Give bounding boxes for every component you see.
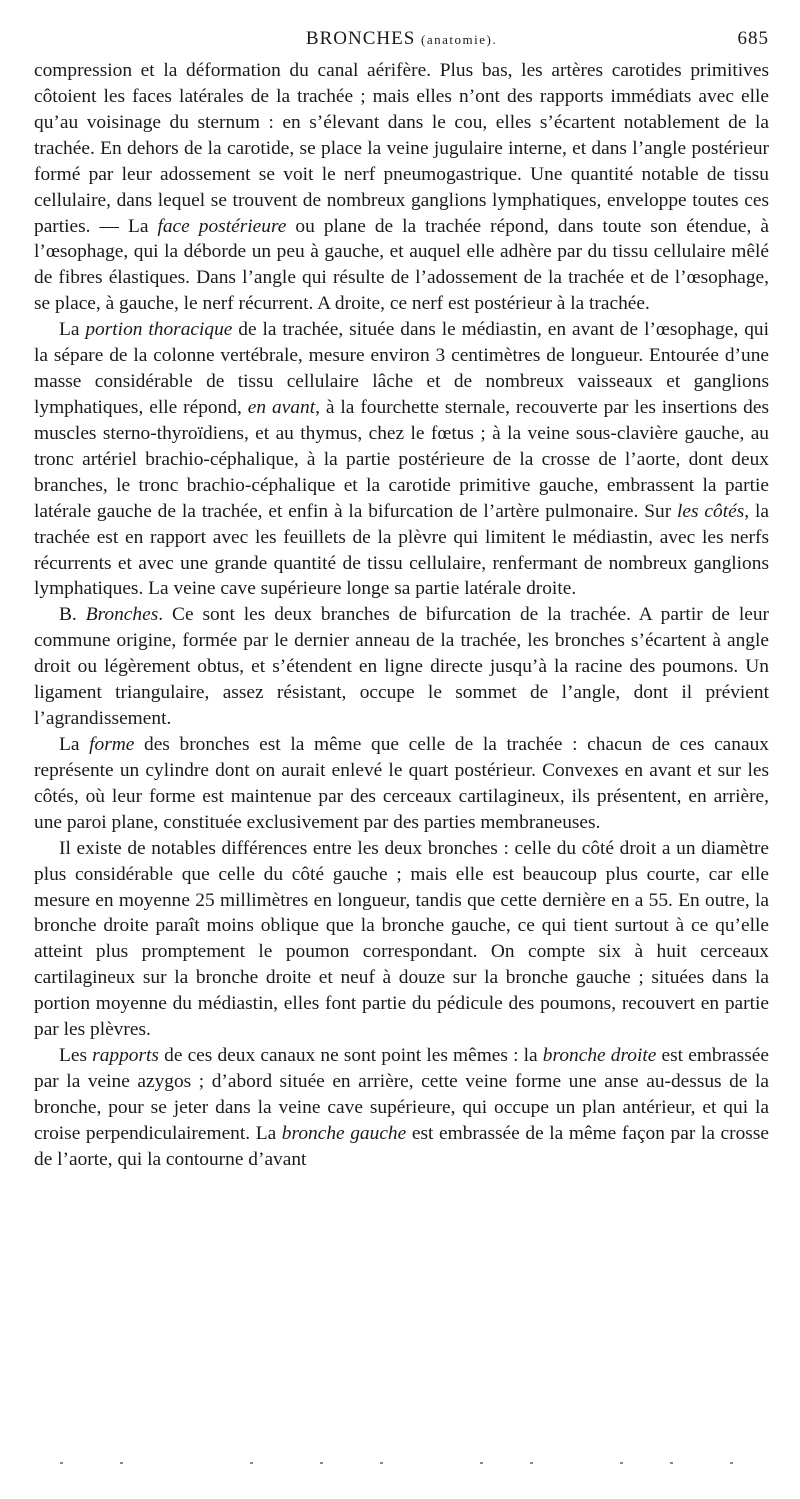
body-text — [34, 58, 769, 1173]
running-header — [34, 28, 769, 58]
dot-mark — [530, 1462, 533, 1464]
italic-text: bronche gauche — [281, 1122, 407, 1144]
paragraph — [34, 317, 769, 602]
text-run: Les — [59, 1045, 93, 1067]
dot-mark — [60, 1462, 63, 1464]
text-run: B. — [59, 604, 86, 626]
italic-text: en avant — [247, 396, 316, 418]
text-run: , la trachée est en rapport avec les feuillets de la plèvre qui limitent le médiastin, avec les nerfs récurrents et avec une grande quantité de tissu cellulaire, renfermant de nombreux ganglions lymphatiques. La veine cave supérieure longe sa partie latérale droite. — [34, 500, 769, 600]
text-run: , à la fourchette sternale, recouverte par les insertions des muscles sterno-thyroïdiens, et au thymus, chez le fœtus ; à la veine sous-clavière gauche, au tronc artériel brachio-céphalique, à la partie postérieure de la crosse de l’aorte, dont deux branches, le tronc brachio-céphalique et la carotide primitive gauche, embrassent la partie latérale gauche de la trachée, et enfin à la bifurcation de l’artère pulmonaire. Sur — [34, 396, 769, 522]
paragraph — [34, 836, 769, 1043]
text-run: La — [59, 733, 90, 755]
running-title — [34, 28, 769, 50]
text-run: . Ce sont les deux branches de bifurcation de la trachée. A partir de leur commune origine, formée par le dernier anneau de la trachée, les bronches s’écartent à angle droit ou légèrement obtus, et s’étendent en ligne directe jusqu’à la racine des poumons. Un ligament triangulaire, assez résistant, occupe le sommet de l’angle, dont il prévient l’agrandissement. — [34, 604, 769, 730]
dot-mark — [250, 1462, 253, 1464]
text-run: des bronches est la même que celle de la trachée : chacun de ces canaux représente un cylindre dont on aurait enlevé le quart postérieur. Convexes en avant et sur les côtés, où leur forme est maintenue par des cerceaux cartilagineux, ils présentent, en arrière, une paroi plane, constituée exclusivement par des parties membraneuses. — [34, 733, 769, 833]
paragraph — [34, 1043, 769, 1173]
dot-mark — [380, 1462, 383, 1464]
dot-mark — [120, 1462, 123, 1464]
text-run: de la trachée, située dans le médiastin, en avant de l’œsophage, qui la sépare de la colonne vertébrale, mesure environ 3 centimètres de longueur. Entourée d’une masse considérable de tissu cellulaire lâche et de nombreux vaisseaux et ganglions lymphatiques, elle répond, — [34, 319, 769, 418]
italic-text: forme — [89, 733, 135, 755]
text-run: compression et la déformation du canal aérifère. Plus bas, les artères carotides primitives côtoient les faces latérales de la trachée ; mais elles n’ont des rapports immédiats avec elle qu’au voisinage du sternum : en s’élevant dans le cou, elles s’écartent notablement de la trachée. En dehors de la carotide, se place la veine jugulaire interne, et dans l’angle postérieur formé par leur adossement se voit le nerf pneumogastrique. Une quantité notable de tissu cellulaire, dans lequel se trouvent de nombreux ganglions lymphatiques, enveloppe toutes ces parties. — La — [34, 60, 769, 237]
dot-mark — [620, 1462, 623, 1464]
paragraph — [34, 58, 769, 317]
dot-mark — [480, 1462, 483, 1464]
page-number: 685 — [737, 28, 769, 49]
dot-mark — [730, 1462, 733, 1464]
text-run: Il existe de notables différences entre les deux bronches : celle du côté droit a un diamètre plus considérable que celle du côté gauche ; mais elle est beaucoup plus courte, car elle mesure en moyenne 25 millimètres en longueur, tandis que cette dernière en a 55. En outre, la bronche droite paraît moins oblique que la bronche gauche, ce qui tient surtout à ce qu’elle atteint plus promptement le poumon correspondant. On compte six à huit cerceaux cartilagineux sur la bronche droite et neuf à douze sur la bronche gauche ; situées dans la portion moyenne du médiastin, elles font partie du pédicule des poumons, recouvert en partie par les plèvres. — [34, 837, 769, 1041]
text-run: La — [59, 319, 86, 341]
text-run: de ces deux canaux ne sont point les mêmes : la — [158, 1045, 543, 1067]
text-run: est embrassée par la veine azygos ; d’abord située en arrière, cette veine forme une anse au-dessus de la bronche, pour se jeter dans la veine cave supérieure, qui occupe un plan antérieur, et qui la croise perpendiculairement. La — [34, 1045, 769, 1144]
italic-text: face postérieure — [157, 215, 287, 237]
running-title-subtitle: (anatomie). — [421, 32, 498, 47]
paragraph — [34, 732, 769, 836]
italic-text: Bronches — [85, 604, 159, 626]
dot-mark — [670, 1462, 673, 1464]
book-page — [34, 28, 769, 1173]
text-run: est embrassée de la même façon par la crosse de l’aorte, qui la contourne d’avant — [34, 1122, 769, 1170]
italic-text: rapports — [92, 1045, 159, 1067]
text-run: ou plane de la trachée répond, dans toute son étendue, à l’œsophage, qui la déborde un peu à gauche, et auquel elle adhère par du tissu cellulaire mêlé de fibres élastiques. Dans l’angle qui résulte de l’adossement de la trachée et de l’œsophage, se place, à gauche, le nerf récurrent. A droite, ce nerf est postérieur à la trachée. — [34, 215, 769, 315]
running-title-main: BRONCHES — [305, 28, 416, 49]
paragraph — [34, 602, 769, 732]
italic-text: les côtés — [677, 500, 745, 522]
dot-mark — [320, 1462, 323, 1464]
italic-text: bronche droite — [542, 1045, 657, 1067]
bottom-dotted-rule — [60, 1462, 740, 1472]
italic-text: portion thoracique — [85, 319, 233, 341]
